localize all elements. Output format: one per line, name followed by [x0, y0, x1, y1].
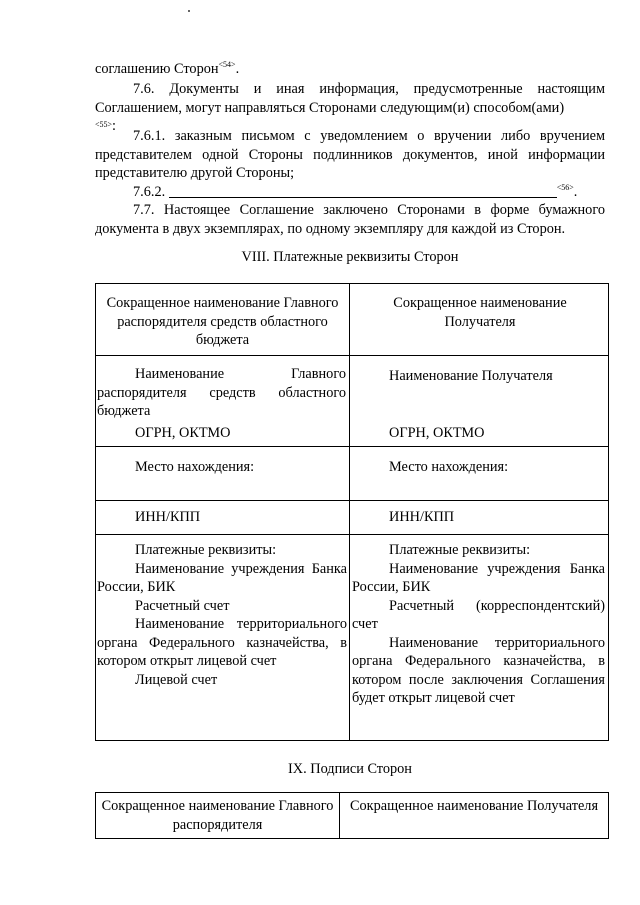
right-account: Расчетный (корреспондентский) счет [352, 597, 605, 632]
right-location-label: Место нахождения: [389, 459, 509, 475]
table-row-divider [95, 446, 608, 447]
table-row-divider [95, 355, 608, 356]
table-column-divider [349, 283, 350, 740]
right-treasury: Наименование территориального органа Федерального казначейства, в котором после заключения Соглашения будет открыт лицевой счет [352, 634, 605, 706]
right-column-header: Сокращенное наименование Получателя [393, 295, 567, 330]
left-personal-account: Лицевой счет [135, 671, 218, 688]
right-name-field: Наименование Получателя [389, 368, 553, 384]
section-8-title: VIII. Платежные реквизиты Сторон [241, 249, 459, 265]
paragraph-7-7: 7.7. Настоящее Соглашение заключено Сторонами в форме бумажного документа в двух экземплярах, по одному экземпляру для каждой из Сторон. [95, 202, 605, 237]
paragraph-continuation: соглашению Сторон$^{<54>}$. [95, 60, 240, 77]
right-payment-title: Платежные реквизиты: [389, 542, 531, 558]
signatures-column-divider [339, 792, 340, 838]
right-inn-label: ИНН/КПП [389, 509, 455, 525]
left-name-field: Наименование Главного распорядителя средств областного бюджета [97, 366, 346, 419]
right-bank-name: Наименование учреждения Банка России, БИК [352, 560, 605, 595]
table-row-divider [95, 534, 608, 535]
right-payment-block [352, 541, 605, 708]
signatures-left-header: Сокращенное наименование Главного распорядителя [101, 798, 334, 833]
right-ogrn-label: ОГРН, ОКТМО [389, 425, 485, 441]
signatures-right-header: Сокращенное наименование Получателя [349, 798, 599, 814]
paragraph-7-6-1: 7.6.1. заказным письмом с уведомлением о вручении либо вручением представителем одной Стороны подлинников документов, иной информации представителю другой Стороны; [95, 128, 605, 181]
left-ogrn-label: ОГРН, ОКТМО [135, 425, 231, 441]
left-account: Расчетный счет [135, 597, 230, 614]
left-payment-title: Платежные реквизиты: [135, 542, 277, 558]
scan-speck [188, 10, 190, 12]
left-treasury: Наименование территориального органа Федерального казначейства, в котором открыт лицевой счет [97, 616, 347, 669]
left-payment-block [97, 541, 347, 689]
left-inn-label: ИНН/КПП [135, 509, 201, 525]
paragraph-7-6-2: 7.6.2. $^{<56>}$. [133, 183, 578, 200]
left-column-header: Сокращенное наименование Главного распорядителя средств областного бюджета [106, 295, 339, 348]
table-row-divider [95, 500, 608, 501]
section-9-title: IX. Подписи Сторон [288, 761, 412, 777]
left-location-label: Место нахождения: [135, 459, 255, 475]
paragraph-7-6: 7.6. Документы и иная информация, предусмотренные настоящим Соглашением, могут направляться Сторонами следующим(и) способом(ами) $^{<55>}$: [95, 81, 605, 134]
left-bank-name: Наименование учреждения Банка России, БИК [97, 560, 347, 595]
